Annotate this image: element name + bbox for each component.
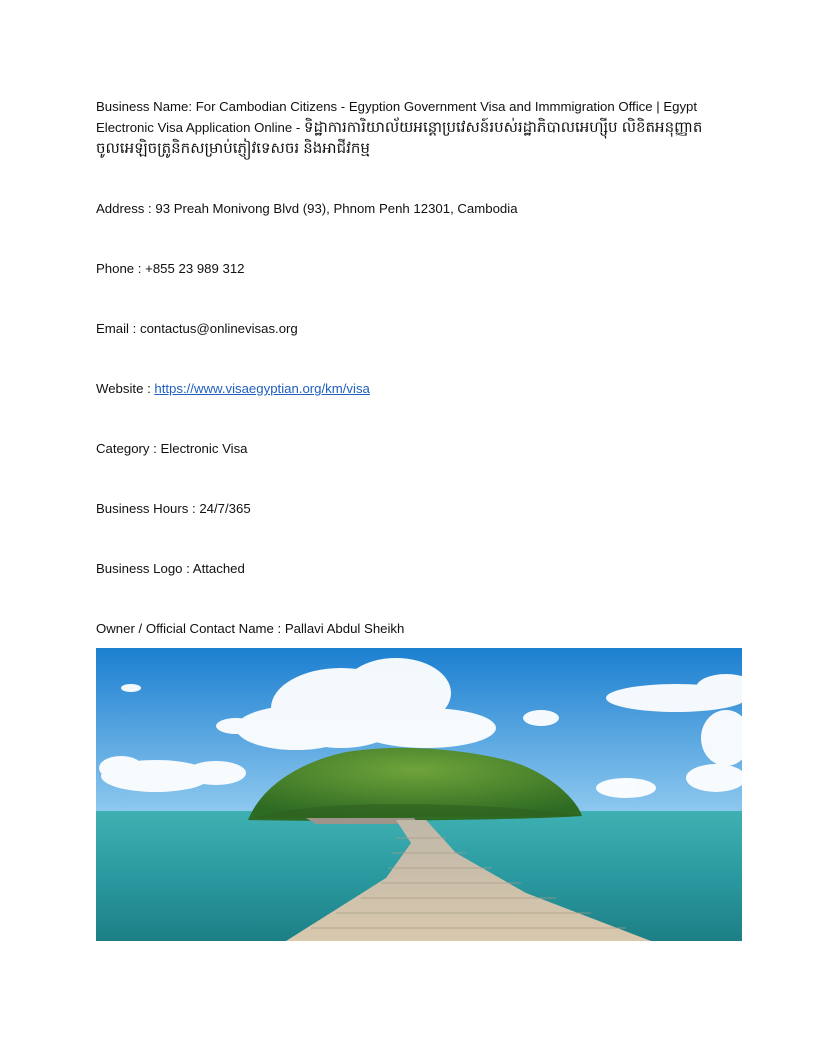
hours-line: [96, 499, 251, 519]
address-line: [96, 199, 518, 219]
email-line: [96, 319, 298, 339]
category-value: Electronic Visa: [160, 441, 248, 456]
logo-value: Attached: [192, 561, 245, 576]
business-name-value: For Cambodian Citizens - Egyption Government Visa and Immmigration Office | Egypt Electronic Visa Application Online -: [96, 99, 698, 135]
hours-label: Business Hours :: [96, 501, 200, 516]
email-label: Email :: [96, 321, 140, 336]
phone-label: Phone :: [96, 261, 146, 276]
website-link[interactable]: https://www.visaegyptian.org/km/visa: [154, 381, 370, 396]
business-name: [96, 96, 726, 159]
business-name-label: Business Name:: [96, 99, 196, 114]
phone-value: +855 23 989 312: [145, 261, 245, 276]
business-name-khmer: ទិដ្ឋាការការិយាល័យអន្តោប្រវេសន៍របស់រដ្ឋាភិបាលអេហ្ស៊ីប លិខិតអនុញ្ញាតចូលអេឡិចត្រូនិកសម្រាប់ភ្ញៀវទេសចរ និងអាជីវកម្ម: [96, 119, 703, 157]
category-label: Category :: [96, 441, 161, 456]
email-value: contactus@onlinevisas.org: [139, 321, 298, 336]
owner-value: Pallavi Abdul Sheikh: [284, 621, 405, 636]
owner-line: [96, 619, 404, 639]
island-pier-illustration: [96, 648, 742, 941]
island-pier-photo: [96, 648, 742, 941]
hours-value: 24/7/365: [199, 501, 251, 516]
logo-label: Business Logo :: [96, 561, 193, 576]
phone-line: [96, 259, 245, 279]
website-line: [96, 379, 370, 399]
address-value: 93 Preah Monivong Blvd (93), Phnom Penh 12301, Cambodia: [155, 201, 518, 216]
owner-label: Owner / Official Contact Name :: [96, 621, 285, 636]
logo-line: [96, 559, 245, 579]
website-label: Website :: [96, 381, 155, 396]
address-label: Address :: [96, 201, 156, 216]
category-line: [96, 439, 248, 459]
